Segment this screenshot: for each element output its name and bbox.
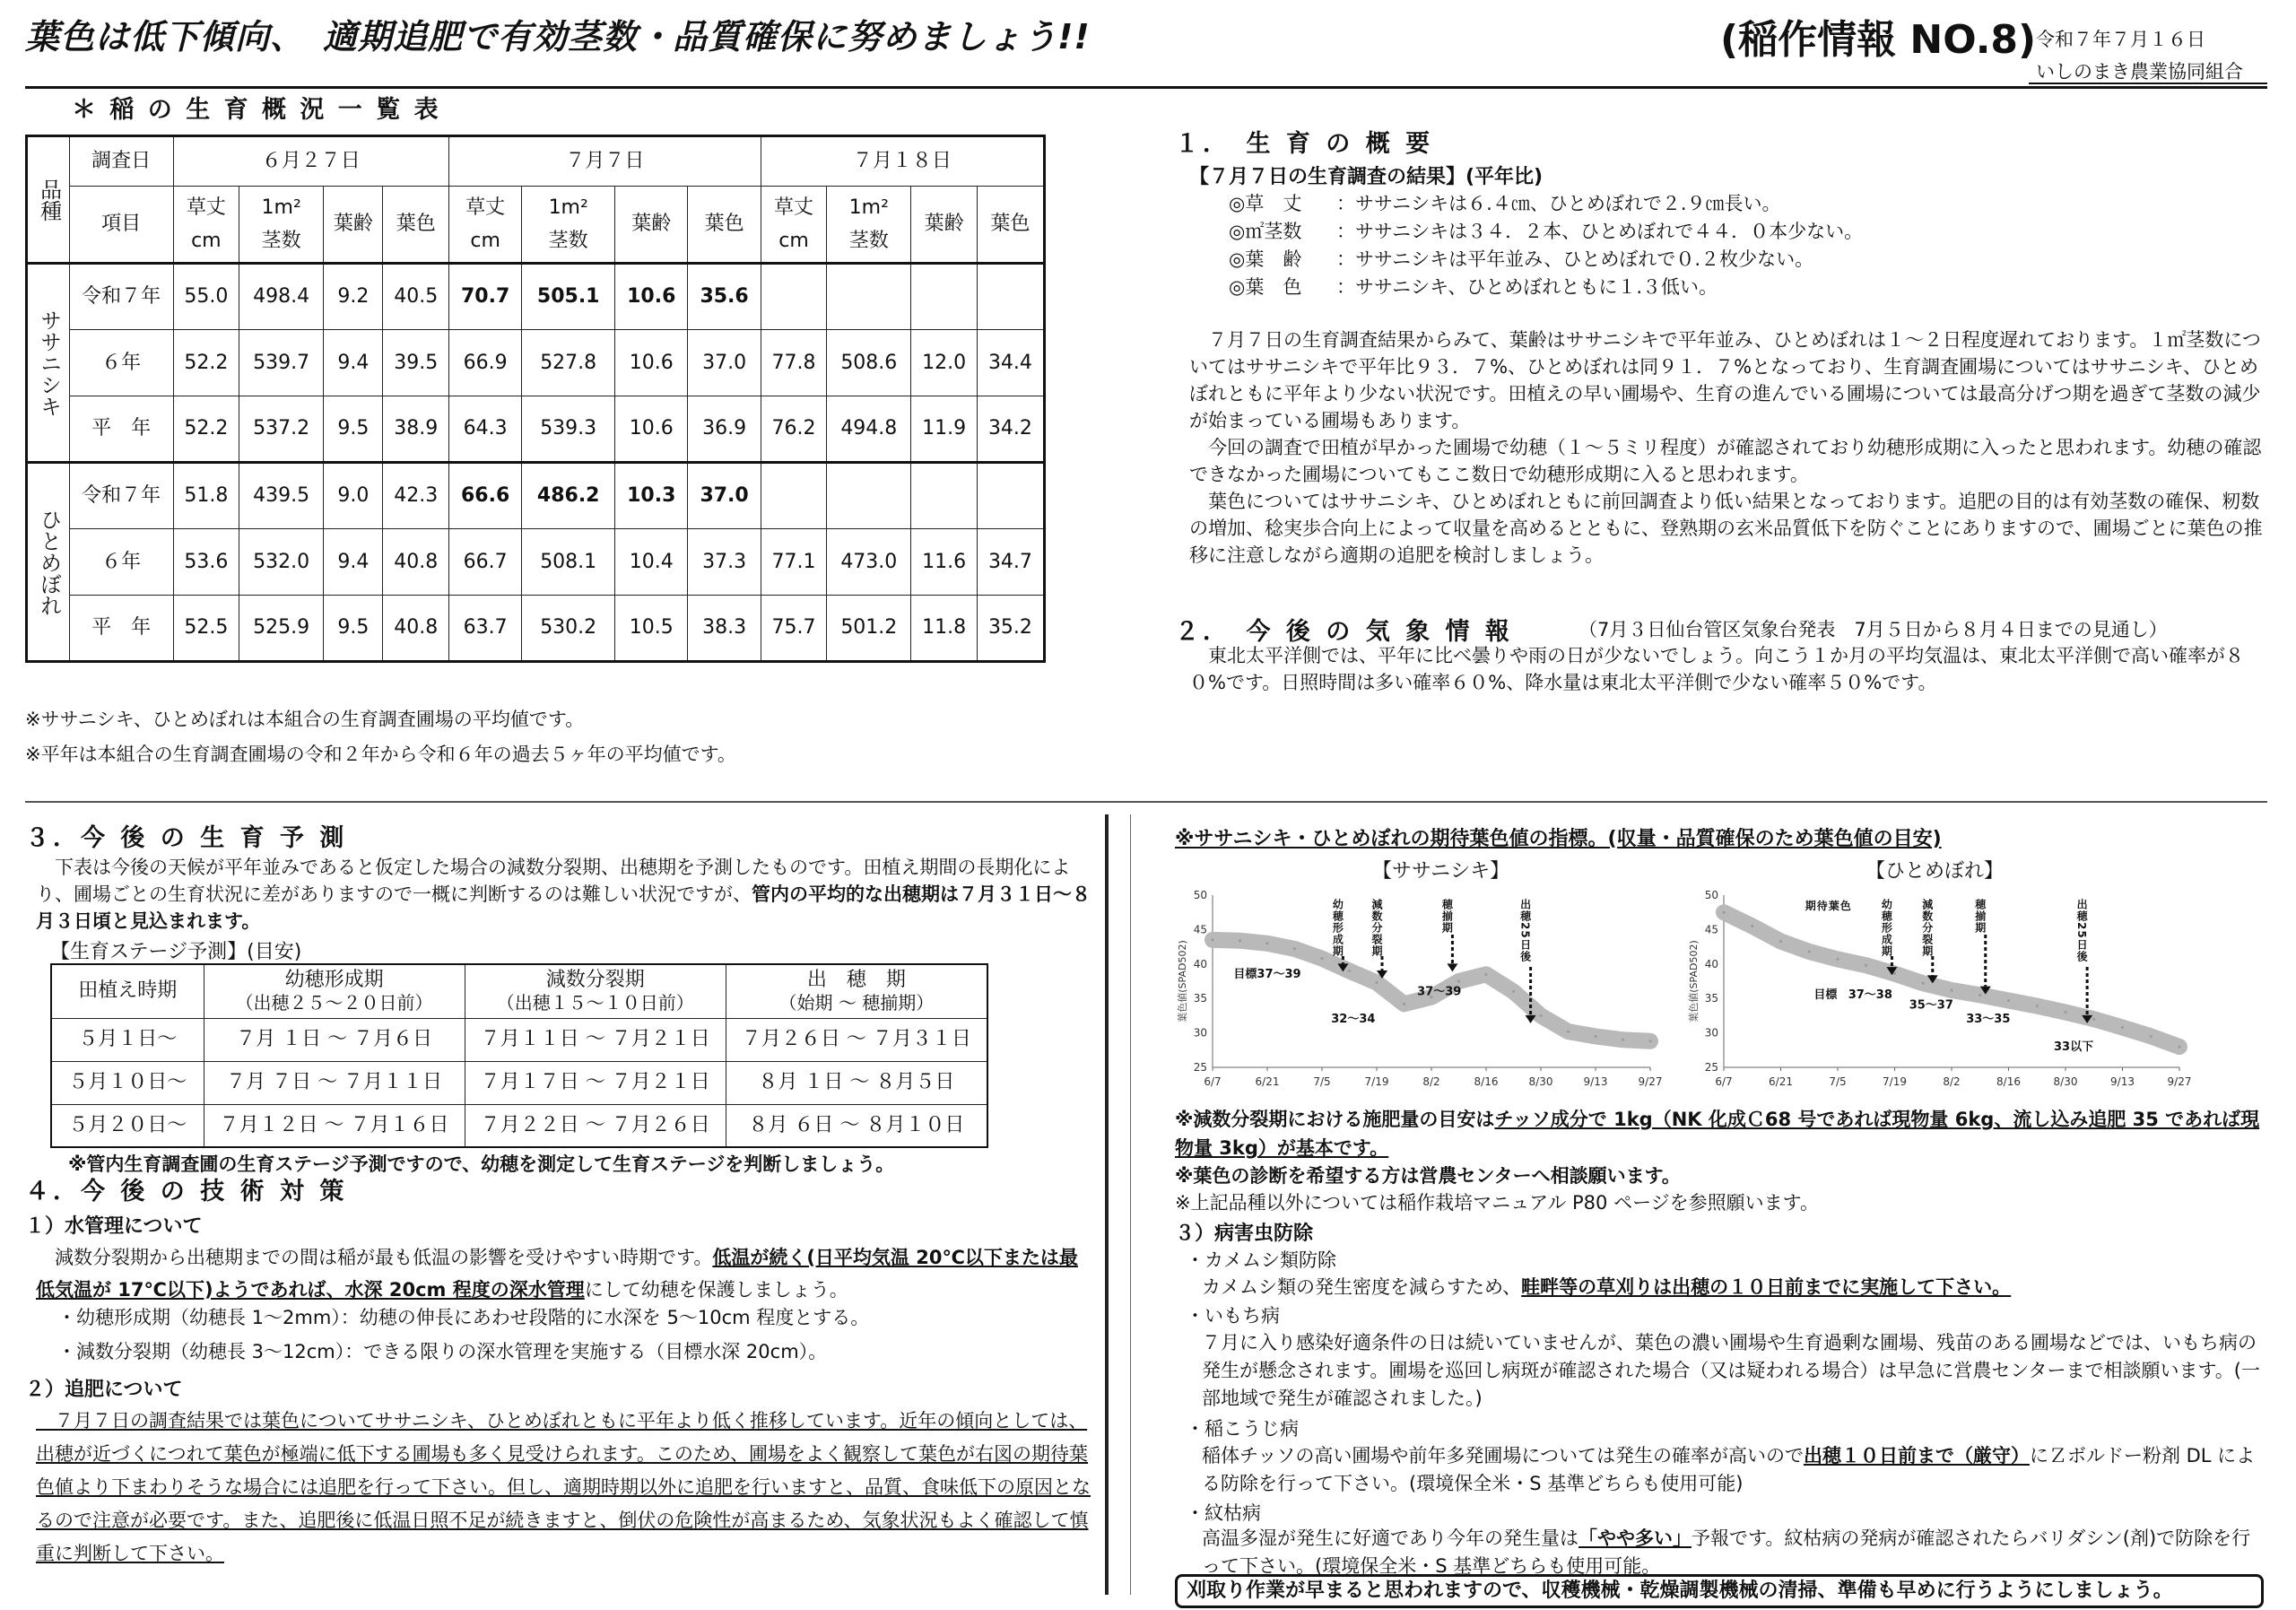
data-point [1540,1014,1543,1017]
target-label: 目標 [1813,988,1838,1003]
table-cell: 51.8 [173,463,239,529]
stage-note: ※管内生育調査圃の生育ステージ予測ですので、幼穂を測定して生育ステージを判断しましょう。 [68,1153,895,1175]
h-date: 調査日 [69,136,173,187]
data-point [1622,1039,1624,1041]
fertilizer-note-3: ※上記品種以外については稲作栽培マニュアル P80 ページを参照願います。 [1175,1192,1819,1214]
data-point [1266,942,1269,944]
x-tick-label: 9/13 [2110,1075,2135,1088]
sheath-blight-text-a: 高温多湿が発生に好適であり今年の発生量は [1202,1527,1578,1549]
stage-cell: ８月 １日 ～ ８月５日 [726,1061,987,1104]
data-point [2065,1011,2067,1014]
y-tick-label: 40 [1704,957,1718,970]
table-cell: 9.0 [324,463,383,529]
x-tick-label: 6/7 [1715,1075,1733,1088]
fertilizer-note-1a: ※減数分裂期における施肥量の目安は [1175,1109,1495,1130]
header-rule [25,86,2267,89]
date-header: ７月１８日 [761,136,1044,187]
stage-arrowhead [1447,963,1457,971]
x-tick-label: 7/19 [1364,1075,1389,1088]
col-header: 葉齢 [324,187,383,264]
table-cell [911,463,978,529]
stage-annotation: 期待葉色 [1805,900,1852,912]
table-cell: 36.9 [688,396,761,463]
y-tick-label: 30 [1193,1026,1207,1040]
x-tick-label: 6/7 [1204,1075,1222,1088]
table-note-1: ※ササニシキ、ひとめぼれは本組合の生育調査圃場の平均値です。 [25,709,585,730]
table-cell [761,463,827,529]
data-point [2179,1045,2181,1048]
x-tick-label: 6/21 [1769,1075,1793,1088]
table-cell: 40.8 [383,529,449,596]
y-tick-label: 30 [1704,1026,1718,1040]
target-label: 37～39 [1417,985,1462,999]
col-header: 1m² 茎数 [522,187,615,264]
issue-date: 令和７年７月１６日 [2036,29,2205,50]
table-cell: 37.0 [688,330,761,396]
stage-h-planting: 田植え時期 [51,964,204,1018]
organization: いしのまき農業協同組合 [2036,61,2243,83]
stinkbug-paragraph [1202,1274,2011,1301]
table-cell: 55.0 [173,264,239,330]
data-point [1239,939,1241,942]
y-tick-label: 50 [1704,889,1718,901]
stage-cell: ７月 ７日 ～ ７月１１日 [204,1061,465,1104]
variety-name: ひとめぼれ [27,463,70,662]
col-header: 1m² 茎数 [827,187,911,264]
data-point [1808,950,1811,953]
variety-name: ササニシキ [27,264,70,463]
stage-cell: ５月１０日～ [51,1061,204,1104]
target-label: 33以下 [2054,1040,2094,1054]
target-label: 32～34 [1331,1013,1376,1027]
leaf-color-band [1724,912,2179,1047]
data-point [1321,957,1324,960]
table-cell: 9.2 [324,264,383,330]
table-cell: 77.1 [761,529,827,596]
data-point [2092,1018,2095,1021]
summary-item [1229,190,2215,218]
table-cell: 532.0 [239,529,324,596]
false-smut-heading: ・稲こうじ病 [1186,1418,1299,1440]
table-cell [761,264,827,330]
y-axis-label: 葉色値(SPAD502) [1177,940,1188,1023]
table-cell: 530.2 [522,596,615,662]
y-tick-label: 25 [1193,1061,1207,1074]
growth-table-title: ＊ 稲 の 生 育 概 況 一 覧 表 [72,96,441,124]
chart-svg [1175,888,1663,1094]
summary-value: ：ササニシキは６.４㎝、ひとめぼれで２.９㎝長い。 [1336,193,1781,214]
table-cell: 539.7 [239,330,324,396]
table-cell: 40.5 [383,264,449,330]
stage-h-name: 幼穂形成期 [284,969,384,992]
water-bullet-1: ・幼穂形成期（幼穂長 1～2mm）：幼穂の伸長にあわせ段階的に水深を 5～10cm 程度とする。 [57,1307,870,1328]
x-tick-label: 7/5 [1829,1075,1847,1088]
fertilizer-note-2: ※葉色の診断を希望する方は営農センターへ相談願います。 [1175,1165,1681,1187]
y-tick-label: 35 [1193,992,1207,1005]
table-cell [911,264,978,330]
x-tick-label: 8/16 [1996,1075,2021,1088]
x-tick-label: 9/13 [1583,1075,1608,1088]
table-cell: 37.3 [688,529,761,596]
table-cell: 76.2 [761,396,827,463]
table-cell: 37.0 [688,463,761,529]
section4-title: ４．今 後 の 技 術 対 策 [25,1178,348,1205]
table-cell: 527.8 [522,330,615,396]
sheath-blight-heading: ・紋枯病 [1186,1502,1261,1524]
table-cell: 40.8 [383,596,449,662]
x-tick-label: 8/30 [1528,1075,1553,1088]
table-cell: 539.3 [522,396,615,463]
chart-svg [1686,888,2192,1094]
stage-annotation: 減数分裂期 [1920,899,1934,957]
col-header: 草丈 cm [173,187,239,264]
stage-cell: ５月１日～ [51,1018,204,1061]
y-tick-label: 35 [1704,992,1718,1005]
summary-item [1229,246,2215,274]
section3-paragraph-text: 下表は今後の天候が平年並みであると仮定した場合の減数分裂期、出穂期を予測したものです。田植え期間の長期化により、圃場ごとの生育状況に差がありますので一概に判断するのは難しい状況ですが、 [36,857,1071,905]
pest-control-heading: ３）病害虫防除 [1175,1223,1314,1245]
issue-number: (稲作情報 NO.8) [1720,17,2037,63]
stage-annotation: 穂揃期 [1973,899,1987,934]
stinkbug-heading: ・カメムシ類防除 [1186,1249,1336,1271]
y-tick-label: 40 [1193,957,1207,970]
stage-annotation: 幼穂形成期 [1331,899,1344,957]
water-management-paragraph [36,1241,1094,1306]
false-smut-emph: 出穂１０日前まで（厳守） [1803,1445,2030,1466]
data-point [1893,972,1896,975]
false-smut-text-c: にＺボルドー粉剤 DL による防除を行って下さい。(環境保全米・S 基準どちらも使用可能) [1202,1445,2256,1494]
date-header: ７月７日 [448,136,761,187]
blast-heading: ・いもち病 [1186,1305,1280,1327]
chart1-title: 【ササニシキ】 [1372,860,1510,883]
stinkbug-text: カメムシ類の発生密度を減らすため、 [1202,1276,1522,1298]
false-smut-text-a: 稲体チッソの高い圃場や前年多発圃場については発生の確率が高いので [1202,1445,1804,1466]
water-text-c: にして幼穂を保護しましょう。 [584,1279,848,1301]
table-cell: 34.7 [977,529,1044,596]
table-cell: 35.2 [977,596,1044,662]
table-cell: 501.2 [827,596,911,662]
target-label: 35～37 [1909,998,1953,1013]
table-cell: 486.2 [522,463,615,529]
x-tick-label: 8/2 [1422,1075,1440,1088]
table-cell: 12.0 [911,330,978,396]
stage-cell: ７月２２日 ～ ７月２６日 [465,1104,726,1147]
h-variety: 品種 [27,136,70,264]
table-cell: 11.8 [911,596,978,662]
h-item: 項目 [69,187,173,264]
stage-cell: ７月１７日 ～ ７月２１日 [465,1061,726,1104]
weather-source: （7月３日仙台管区気象台発表 7月５日から８月４日までの見通し） [1578,619,2168,640]
data-point [1837,958,1839,961]
data-point [1212,938,1214,941]
target-label: 37～38 [1848,988,1892,1003]
stage-cell: ７月１１日 ～ ７月２１日 [465,1018,726,1061]
data-point [1779,940,1782,943]
stage-annotation: 減数分裂期 [1370,899,1383,957]
table-cell: 66.7 [448,529,521,596]
table-cell: 34.4 [977,330,1044,396]
data-point [1951,988,1953,991]
table-cell: 9.5 [324,596,383,662]
target-label: 目標37～39 [1233,968,1301,982]
table-cell: 38.9 [383,396,449,463]
sheath-blight-paragraph [1202,1525,2260,1580]
table-cell [977,264,1044,330]
summary-key: ◎㎡茎数 [1229,221,1302,242]
data-point [2121,1026,2124,1029]
table-cell: 11.9 [911,396,978,463]
table-cell: 53.6 [173,529,239,596]
table-cell: 508.6 [827,330,911,396]
stage-cell: ７月２６日 ～ ７月３１日 [726,1018,987,1061]
table-cell: 505.1 [522,264,615,330]
chart2-title: 【ひとめぼれ】 [1866,860,2005,883]
row-label: 平 年 [69,596,173,662]
table-cell: 42.3 [383,463,449,529]
table-cell: 10.5 [615,596,688,662]
stage-cell: ７月１２日 ～ ７月１６日 [204,1104,465,1147]
data-point [1595,1035,1597,1038]
section3-paragraph [36,854,1094,935]
data-point [1485,973,1488,976]
stage-annotation: 出穂25日後 [1518,899,1532,962]
table-cell [827,463,911,529]
table-cell: 10.6 [615,330,688,396]
data-point [1457,980,1460,983]
col-header: 草丈 cm [761,187,827,264]
stage-h-col [726,964,987,1018]
table-cell: 11.6 [911,529,978,596]
table-cell: 537.2 [239,396,324,463]
col-header: 葉齢 [615,187,688,264]
stage-annotation: 穂揃期 [1440,899,1454,934]
col-header: 葉色 [977,187,1044,264]
table-cell: 508.1 [522,529,615,596]
table-cell: 66.9 [448,330,521,396]
data-point [1293,947,1296,950]
stage-h-sub: （始期 ～ 穂揃期） [778,992,935,1014]
hitomebore-leaf-color-chart [1686,888,2192,1094]
table-cell: 52.2 [173,396,239,463]
section1-paragraph-1: ７月７日の生育調査結果からみて、葉齢はササニシキで平年並み、ひとめぼれは１～２日程度遅れております。１㎡茎数についてはササニシキで平年比９３．７%、ひとめぼれは同９１．７%となっており、生育調査圃場についてはササニシキ、ひとめぼれともに平年より少ない状況です。田植えの早い圃場や、生育の進んでいる圃場については最高分げつ期を過ぎて茎数の減少が始まっている圃場もあります。 [1189,329,2261,431]
fertilizer-note-1 [1175,1105,2266,1162]
data-point [1348,970,1351,972]
row-label: 令和７年 [69,264,173,330]
table-cell: 439.5 [239,463,324,529]
stage-cell: ７月 １日 ～ ７月６日 [204,1018,465,1061]
summary-value: ：ササニシキは３４．２本、ひとめぼれで４４．０本少ない。 [1336,221,1864,242]
vertical-divider-thin [1130,814,1131,1595]
x-tick-label: 9/27 [1638,1075,1663,1088]
water-bullet-2: ・減数分裂期（幼穂長 3～12cm）：できる限りの深水管理を実施する（目標水深 20cm）。 [57,1341,828,1362]
stage-h-sub: （出穂２５～２０日前） [235,992,433,1014]
x-tick-label: 9/27 [2167,1075,2192,1088]
summary-value: ：ササニシキは平年並み、ひとめぼれで０.２枚少ない。 [1336,248,1814,270]
stage-annotation: 幼穂形成期 [1880,899,1893,957]
data-point [1376,981,1378,984]
growth-table [25,135,1046,663]
table-cell: 10.6 [615,396,688,463]
stage-h-col [204,964,465,1018]
table-cell: 498.4 [239,264,324,330]
data-point [1723,911,1726,914]
topdressing-heading: ２）追肥について [25,1379,183,1401]
section1-paragraph-2: 今回の調査で田植が早かった圃場で幼穂（１～５ミリ程度）が確認されており幼穂形成期に入ったと思われます。幼穂の確認できなかった圃場についてもここ数日で幼穂形成期に入ると思われます。 [1189,437,2262,485]
fertilizer-note-1b: チッソ成分で 1kg（NK 化成Ｃ68 号であれば現物量 6kg、流し込み追肥 35 であれば現物量 3kg）が基本です。 [1175,1109,2260,1159]
data-point [1751,925,1753,927]
stage-table-title: 【生育ステージ予測】(目安) [50,941,302,963]
table-cell [977,463,1044,529]
target-label: 33～35 [1966,1013,2011,1027]
summary-key: ◎葉 色 [1229,276,1302,298]
col-header: 草丈 cm [448,187,521,264]
date-header: ６月２７日 [173,136,448,187]
table-cell: 34.2 [977,396,1044,463]
stinkbug-emph: 畦畔等の草刈りは出穂の１０日前までに実施して下さい。 [1521,1276,2012,1298]
table-cell: 75.7 [761,596,827,662]
table-cell: 64.3 [448,396,521,463]
stage-h-name: 減数分裂期 [545,969,645,992]
blast-paragraph: ７月に入り感染好適条件の日は続いていませんが、葉色の濃い圃場や生育過剰な圃場、残苗のある圃場などでは、いもち病の発生が懸念されます。圃場を巡回し病斑が確認された場合（又は疑われる場合）は早急に営農センターまで相談願います。(一部地域で発生が確認されました。) [1202,1332,2260,1409]
table-cell: 38.3 [688,596,761,662]
table-cell: 494.8 [827,396,911,463]
table-note-2: ※平年は本組合の生育調査圃場の令和２年から令和６年の過去５ヶ年の平均値です。 [25,744,736,765]
summary-value: ：ササニシキ、ひとめぼれともに１.３低い。 [1336,276,1718,298]
sasanishiki-leaf-color-chart [1175,888,1663,1094]
section1-title: １． 生 育 の 概 要 [1175,130,1434,158]
data-point [1979,994,1981,996]
vertical-divider [1105,814,1109,1595]
section1-summary-list [1229,190,2215,301]
table-cell [827,264,911,330]
table-cell: 10.3 [615,463,688,529]
horizontal-divider [25,801,2267,803]
section1-subtitle: 【７月７日の生育調査の結果】(平年比) [1189,166,1544,188]
x-tick-label: 8/30 [2053,1075,2078,1088]
data-point [2007,999,2010,1002]
stage-h-name: 出 穂 期 [806,969,906,992]
data-point [1567,1031,1570,1033]
table-cell: 10.4 [615,529,688,596]
table-cell: 63.7 [448,596,521,662]
harvest-prep-notice: 刈取り作業が早まると思われますので、収穫機械・乾燥調製機械の清掃、準備も早めに行うようにしましょう。 [1175,1574,2264,1608]
stage-h-sub: （出穂１５～１０日前） [496,992,694,1014]
y-axis-label: 葉色値(SPAD502) [1688,940,1700,1023]
data-point [1865,964,1867,967]
data-point [1512,990,1515,993]
x-tick-label: 7/19 [1883,1075,1907,1088]
data-point [1649,1040,1652,1042]
y-tick-label: 50 [1193,889,1207,901]
summary-item [1229,218,2215,246]
table-cell: 77.8 [761,330,827,396]
table-cell: 52.5 [173,596,239,662]
section1-paragraph-3: 葉色についてはササニシキ、ひとめぼれともに前回調査より低い結果となっております。追肥の目的は有効茎数の確保、籾数の増加、稔実歩合向上によって収量を高めるとともに、登熟期の玄米品質低下を防ぐことにありますので、圃場ごとに葉色の推移に注意しながら適期の追肥を検討しましょう。 [1189,491,2263,566]
x-tick-label: 8/16 [1474,1075,1499,1088]
section2-title: ２． 今 後 の 気 象 情 報 [1175,618,1513,646]
stage-cell: ８月 ６日 ～ ８月１０日 [726,1104,987,1147]
stage-table [50,963,988,1148]
table-cell: 66.6 [448,463,521,529]
sheath-blight-emph: 「やや多い」 [1578,1527,1692,1549]
x-tick-label: 7/5 [1313,1075,1331,1088]
sheath-blight-text-c: 予報です。紋枯病の発病が確認されたらバリダシン(剤)で防除を行って下さい。(環境保全米・S 基準どちらも使用可能。 [1202,1527,2251,1577]
x-tick-label: 6/21 [1255,1075,1280,1088]
data-point [2036,1005,2039,1007]
table-cell: 9.4 [324,529,383,596]
y-tick-label: 45 [1193,923,1207,936]
col-header: 葉色 [688,187,761,264]
table-cell: 70.7 [448,264,521,330]
topdressing-paragraph: ７月７日の調査結果では葉色についてササニシキ、ひとめぼれともに平年より低く推移しています。近年の傾向としては、出穂が近づくにつれて葉色が極端に低下する圃場も多く見受けられます。このため、圃場をよく観察して葉色が右図の期待葉色値より下まわりそうな場合には追肥を行って下さい。但し、適期時期以外に追肥を行いますと、品質、食味低下の原因となるので注意が必要です。また、追肥後に低温日照不足が続きますと、倒伏の危険性が高まるため、気象状況もよく確認して慎重に判断して下さい。 [36,1410,1091,1564]
table-cell: 39.5 [383,330,449,396]
weather-paragraph: 東北太平洋側では、平年に比べ曇りや雨の日が少ないでしょう。向こう１か月の平均気温は、東北太平洋側で高い確率が８０%です。日照時間は多い確率６０%、降水量は東北太平洋側で少ない確率５０%です。 [1189,645,2244,693]
row-label: 令和７年 [69,463,173,529]
stage-h-col [465,964,726,1018]
section3-paragraph-emph: 管内の平均的な出穂期は７月３１日～８月３日頃と見込まれます。 [36,883,1091,932]
stage-annotation: 出穂25日後 [2075,899,2089,962]
headline: 葉色は低下傾向、 適期追肥で有効茎数・品質確保に努めましょう!! [25,17,1091,57]
x-tick-label: 8/2 [1943,1075,1961,1088]
data-point [1922,982,1925,985]
summary-key: ◎草 丈 [1229,193,1302,214]
table-cell: 525.9 [239,596,324,662]
water-text-a: 減数分裂期から出穂期までの間は稲が最も低温の影響を受けやすい時期です。 [36,1247,713,1268]
table-cell: 473.0 [827,529,911,596]
section3-title: ３．今 後 の 生 育 予 測 [25,824,348,852]
water-text-emph: 低温が続く(日平均気温 20℃以下または最低気温が 17℃以下)ようであれば、水深 20cm 程度の深水管理 [36,1247,1078,1301]
water-management-heading: １）水管理について [25,1215,203,1238]
table-cell: 9.5 [324,396,383,463]
row-label: ６年 [69,330,173,396]
row-label: ６年 [69,529,173,596]
col-header: 葉色 [383,187,449,264]
col-header: 葉齢 [911,187,978,264]
row-label: 平 年 [69,396,173,463]
false-smut-paragraph [1202,1442,2260,1498]
col-header: 1m² 茎数 [239,187,324,264]
table-cell: 35.6 [688,264,761,330]
summary-key: ◎葉 齢 [1229,248,1302,270]
charts-title: ※ササニシキ・ひとめぼれの期待葉色値の指標。(収量・品質確保のため葉色値の目安) [1175,828,1942,850]
data-point [1403,1003,1405,1005]
y-tick-label: 25 [1704,1061,1718,1074]
summary-item [1229,274,2215,301]
table-cell: 52.2 [173,330,239,396]
stage-cell: ５月２０日～ [51,1104,204,1147]
data-point [2150,1035,2152,1038]
y-tick-label: 45 [1704,923,1718,936]
table-cell: 10.6 [615,264,688,330]
table-cell: 9.4 [324,330,383,396]
